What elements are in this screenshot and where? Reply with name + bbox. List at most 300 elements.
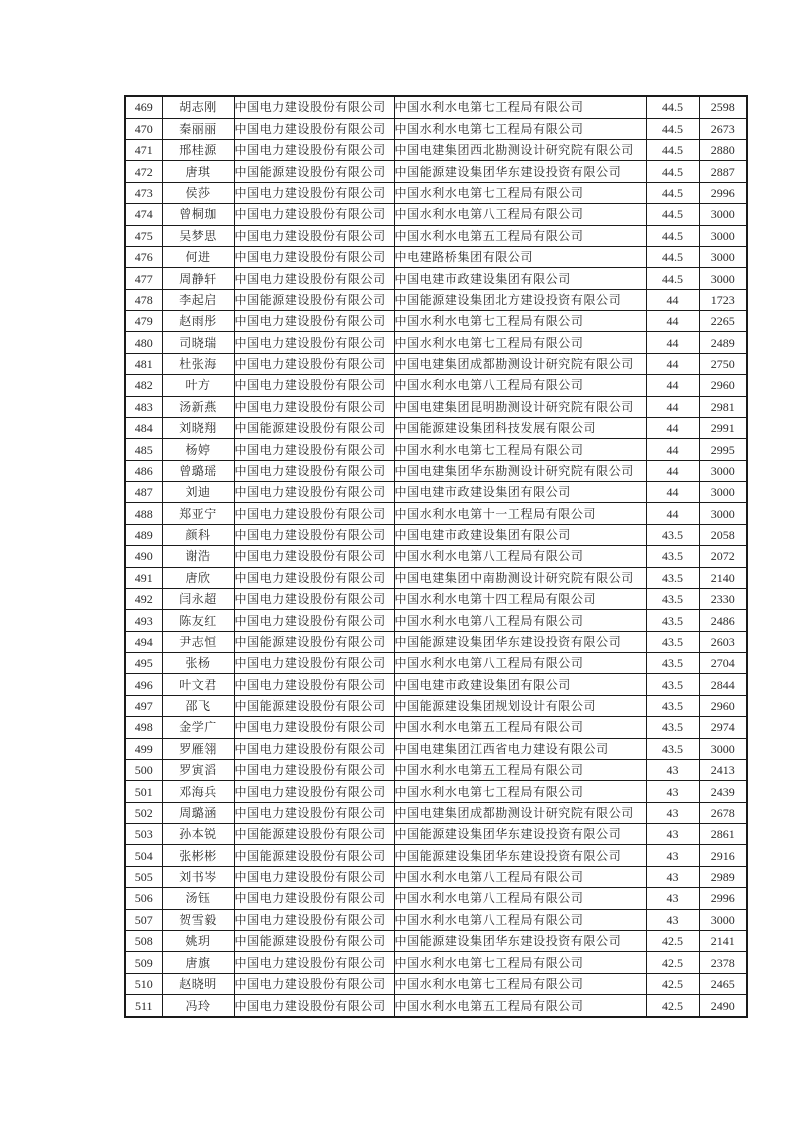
quota-cell: 2991 (699, 417, 747, 438)
unit-cell: 中国水利水电第七工程局有限公司 (394, 118, 646, 139)
table-row (125, 866, 747, 887)
score-cell: 44.5 (646, 96, 699, 118)
score-cell: 42.5 (646, 973, 699, 994)
quota-cell: 2413 (699, 759, 747, 780)
score-cell: 43.5 (646, 738, 699, 759)
company-cell: 中国电力建设股份有限公司 (234, 204, 394, 225)
unit-cell: 中国能源建设集团华东建设投资有限公司 (394, 824, 646, 845)
quota-cell: 2887 (699, 161, 747, 182)
unit-cell: 中国能源建设集团华东建设投资有限公司 (394, 631, 646, 652)
unit-cell: 中国电建集团华东勘测设计研究院有限公司 (394, 460, 646, 481)
name-cell: 何进 (162, 246, 234, 267)
score-cell: 43.5 (646, 695, 699, 716)
name-cell: 叶方 (162, 375, 234, 396)
score-cell: 44 (646, 311, 699, 332)
quota-cell: 1723 (699, 289, 747, 310)
company-cell: 中国能源建设股份有限公司 (234, 845, 394, 866)
name-cell: 冯玲 (162, 995, 234, 1017)
company-cell: 中国电力建设股份有限公司 (234, 353, 394, 374)
quota-cell: 2989 (699, 866, 747, 887)
score-cell: 44.5 (646, 204, 699, 225)
rank-cell: 509 (125, 952, 162, 973)
score-cell: 44 (646, 439, 699, 460)
rank-cell: 502 (125, 802, 162, 823)
quota-cell: 2489 (699, 332, 747, 353)
rank-cell: 507 (125, 909, 162, 930)
table-row (125, 204, 747, 225)
company-cell: 中国能源建设股份有限公司 (234, 417, 394, 438)
score-cell: 44.5 (646, 161, 699, 182)
unit-cell: 中国电建集团江西省电力建设有限公司 (394, 738, 646, 759)
rank-cell: 487 (125, 482, 162, 503)
name-cell: 郑亚宁 (162, 503, 234, 524)
name-cell: 罗雁翎 (162, 738, 234, 759)
unit-cell: 中国电建市政建设集团有限公司 (394, 674, 646, 695)
unit-cell: 中国能源建设集团科技发展有限公司 (394, 417, 646, 438)
quota-cell: 2995 (699, 439, 747, 460)
name-cell: 谢浩 (162, 546, 234, 567)
table-row (125, 588, 747, 609)
name-cell: 曾桐珈 (162, 204, 234, 225)
score-cell: 42.5 (646, 930, 699, 951)
unit-cell: 中国水利水电第五工程局有限公司 (394, 717, 646, 738)
rank-cell: 477 (125, 268, 162, 289)
quota-cell: 2439 (699, 781, 747, 802)
rank-cell: 482 (125, 375, 162, 396)
unit-cell: 中国电建集团成都勘测设计研究院有限公司 (394, 802, 646, 823)
quota-cell: 3000 (699, 204, 747, 225)
rank-cell: 500 (125, 759, 162, 780)
score-cell: 44.5 (646, 268, 699, 289)
score-cell: 44 (646, 460, 699, 481)
table-row (125, 567, 747, 588)
name-cell: 张彬彬 (162, 845, 234, 866)
quota-cell: 2750 (699, 353, 747, 374)
table-row (125, 653, 747, 674)
score-cell: 44 (646, 289, 699, 310)
table-row (125, 824, 747, 845)
company-cell: 中国能源建设股份有限公司 (234, 289, 394, 310)
score-cell: 43 (646, 866, 699, 887)
company-cell: 中国电力建设股份有限公司 (234, 140, 394, 161)
name-cell: 邢桂源 (162, 140, 234, 161)
unit-cell: 中国水利水电第五工程局有限公司 (394, 759, 646, 780)
name-cell: 闫永超 (162, 588, 234, 609)
score-cell: 44.5 (646, 225, 699, 246)
unit-cell: 中国水利水电第七工程局有限公司 (394, 973, 646, 994)
rank-cell: 496 (125, 674, 162, 695)
unit-cell: 中国水利水电第八工程局有限公司 (394, 909, 646, 930)
rank-cell: 488 (125, 503, 162, 524)
name-cell: 杨婷 (162, 439, 234, 460)
rank-cell: 493 (125, 610, 162, 631)
table-row (125, 781, 747, 802)
rank-cell: 499 (125, 738, 162, 759)
table-row (125, 311, 747, 332)
company-cell: 中国电力建设股份有限公司 (234, 460, 394, 481)
score-cell: 44.5 (646, 246, 699, 267)
table-row (125, 610, 747, 631)
rank-cell: 470 (125, 118, 162, 139)
score-cell: 44 (646, 482, 699, 503)
table-row (125, 631, 747, 652)
name-cell: 刘书岑 (162, 866, 234, 887)
name-cell: 唐琪 (162, 161, 234, 182)
company-cell: 中国电力建设股份有限公司 (234, 588, 394, 609)
name-cell: 叶文君 (162, 674, 234, 695)
unit-cell: 中国能源建设集团华东建设投资有限公司 (394, 845, 646, 866)
table-row (125, 225, 747, 246)
name-cell: 曾璐瑶 (162, 460, 234, 481)
company-cell: 中国电力建设股份有限公司 (234, 96, 394, 118)
company-cell: 中国电力建设股份有限公司 (234, 888, 394, 909)
table-row (125, 717, 747, 738)
score-cell: 44.5 (646, 118, 699, 139)
company-cell: 中国电力建设股份有限公司 (234, 439, 394, 460)
score-cell: 43.5 (646, 524, 699, 545)
rank-cell: 486 (125, 460, 162, 481)
unit-cell: 中国电建集团中南勘测设计研究院有限公司 (394, 567, 646, 588)
company-cell: 中国能源建设股份有限公司 (234, 631, 394, 652)
score-cell: 44 (646, 353, 699, 374)
table-row (125, 503, 747, 524)
score-cell: 43 (646, 888, 699, 909)
rank-cell: 485 (125, 439, 162, 460)
company-cell: 中国电力建设股份有限公司 (234, 311, 394, 332)
rank-cell: 469 (125, 96, 162, 118)
quota-cell: 2265 (699, 311, 747, 332)
table-row (125, 396, 747, 417)
table-row (125, 161, 747, 182)
company-cell: 中国电力建设股份有限公司 (234, 995, 394, 1017)
quota-cell: 2072 (699, 546, 747, 567)
company-cell: 中国能源建设股份有限公司 (234, 930, 394, 951)
unit-cell: 中国水利水电第八工程局有限公司 (394, 866, 646, 887)
unit-cell: 中国水利水电第七工程局有限公司 (394, 439, 646, 460)
unit-cell: 中国电建集团成都勘测设计研究院有限公司 (394, 353, 646, 374)
unit-cell: 中国水利水电第七工程局有限公司 (394, 182, 646, 203)
rank-cell: 476 (125, 246, 162, 267)
name-cell: 周静轩 (162, 268, 234, 289)
quota-cell: 3000 (699, 738, 747, 759)
table-row (125, 674, 747, 695)
quota-cell: 2330 (699, 588, 747, 609)
unit-cell: 中国电建集团昆明勘测设计研究院有限公司 (394, 396, 646, 417)
company-cell: 中国电力建设股份有限公司 (234, 546, 394, 567)
name-cell: 陈友红 (162, 610, 234, 631)
quota-cell: 3000 (699, 246, 747, 267)
unit-cell: 中国能源建设集团规划设计有限公司 (394, 695, 646, 716)
name-cell: 邓海兵 (162, 781, 234, 802)
name-cell: 刘迪 (162, 482, 234, 503)
company-cell: 中国能源建设股份有限公司 (234, 824, 394, 845)
unit-cell: 中国水利水电第七工程局有限公司 (394, 952, 646, 973)
rank-cell: 492 (125, 588, 162, 609)
quota-cell: 3000 (699, 460, 747, 481)
rank-cell: 484 (125, 417, 162, 438)
table-row (125, 289, 747, 310)
score-cell: 43.5 (646, 653, 699, 674)
name-cell: 孙本锐 (162, 824, 234, 845)
table-row (125, 268, 747, 289)
name-cell: 汤钰 (162, 888, 234, 909)
table-row (125, 546, 747, 567)
company-cell: 中国电力建设股份有限公司 (234, 524, 394, 545)
quota-cell: 3000 (699, 268, 747, 289)
name-cell: 赵晓明 (162, 973, 234, 994)
unit-cell: 中国电建市政建设集团有限公司 (394, 524, 646, 545)
table-row (125, 995, 747, 1017)
unit-cell: 中国水利水电第七工程局有限公司 (394, 311, 646, 332)
rank-cell: 478 (125, 289, 162, 310)
quota-cell: 2844 (699, 674, 747, 695)
name-cell: 侯莎 (162, 182, 234, 203)
quota-cell: 2378 (699, 952, 747, 973)
table-row (125, 96, 747, 118)
score-cell: 43.5 (646, 717, 699, 738)
score-cell: 44.5 (646, 140, 699, 161)
unit-cell: 中国水利水电第八工程局有限公司 (394, 375, 646, 396)
unit-cell: 中国水利水电第八工程局有限公司 (394, 204, 646, 225)
score-cell: 43 (646, 802, 699, 823)
company-cell: 中国能源建设股份有限公司 (234, 161, 394, 182)
table-row (125, 246, 747, 267)
table-row (125, 118, 747, 139)
company-cell: 中国电力建设股份有限公司 (234, 717, 394, 738)
unit-cell: 中国电建市政建设集团有限公司 (394, 482, 646, 503)
table-row (125, 738, 747, 759)
company-cell: 中国电力建设股份有限公司 (234, 182, 394, 203)
name-cell: 刘晓翔 (162, 417, 234, 438)
rank-cell: 489 (125, 524, 162, 545)
name-cell: 司晓瑞 (162, 332, 234, 353)
quota-cell: 2058 (699, 524, 747, 545)
unit-cell: 中国水利水电第十一工程局有限公司 (394, 503, 646, 524)
table-row (125, 845, 747, 866)
rank-cell: 481 (125, 353, 162, 374)
company-cell: 中国电力建设股份有限公司 (234, 610, 394, 631)
name-cell: 尹志恒 (162, 631, 234, 652)
unit-cell: 中电建路桥集团有限公司 (394, 246, 646, 267)
company-cell: 中国电力建设股份有限公司 (234, 225, 394, 246)
quota-cell: 3000 (699, 482, 747, 503)
rank-cell: 494 (125, 631, 162, 652)
name-cell: 颜科 (162, 524, 234, 545)
company-cell: 中国电力建设股份有限公司 (234, 567, 394, 588)
unit-cell: 中国水利水电第五工程局有限公司 (394, 995, 646, 1017)
table-row (125, 930, 747, 951)
company-cell: 中国电力建设股份有限公司 (234, 952, 394, 973)
table-row (125, 695, 747, 716)
rank-cell: 479 (125, 311, 162, 332)
unit-cell: 中国水利水电第八工程局有限公司 (394, 888, 646, 909)
company-cell: 中国电力建设股份有限公司 (234, 802, 394, 823)
table-row (125, 524, 747, 545)
rank-cell: 480 (125, 332, 162, 353)
unit-cell: 中国水利水电第八工程局有限公司 (394, 610, 646, 631)
score-cell: 43.5 (646, 567, 699, 588)
score-cell: 42.5 (646, 952, 699, 973)
quota-cell: 2880 (699, 140, 747, 161)
quota-cell: 2603 (699, 631, 747, 652)
name-cell: 秦丽丽 (162, 118, 234, 139)
rank-cell: 503 (125, 824, 162, 845)
score-cell: 43.5 (646, 631, 699, 652)
name-cell: 贺雪毅 (162, 909, 234, 930)
quota-cell: 2140 (699, 567, 747, 588)
company-cell: 中国电力建设股份有限公司 (234, 909, 394, 930)
quota-cell: 2598 (699, 96, 747, 118)
unit-cell: 中国水利水电第八工程局有限公司 (394, 653, 646, 674)
score-cell: 43.5 (646, 546, 699, 567)
rank-cell: 491 (125, 567, 162, 588)
table-row (125, 417, 747, 438)
name-cell: 周璐涵 (162, 802, 234, 823)
score-cell: 43 (646, 909, 699, 930)
score-cell: 44 (646, 417, 699, 438)
quota-cell: 3000 (699, 503, 747, 524)
name-cell: 胡志刚 (162, 96, 234, 118)
quota-cell: 2141 (699, 930, 747, 951)
company-cell: 中国电力建设股份有限公司 (234, 396, 394, 417)
name-cell: 杜张海 (162, 353, 234, 374)
name-cell: 赵雨彤 (162, 311, 234, 332)
company-cell: 中国电力建设股份有限公司 (234, 332, 394, 353)
score-cell: 43 (646, 824, 699, 845)
company-cell: 中国电力建设股份有限公司 (234, 781, 394, 802)
score-cell: 44 (646, 375, 699, 396)
table-row (125, 802, 747, 823)
quota-cell: 2490 (699, 995, 747, 1017)
table-row (125, 460, 747, 481)
company-cell: 中国电力建设股份有限公司 (234, 482, 394, 503)
company-cell: 中国能源建设股份有限公司 (234, 695, 394, 716)
name-cell: 张杨 (162, 653, 234, 674)
quota-cell: 2974 (699, 717, 747, 738)
table-row (125, 952, 747, 973)
quota-cell: 2465 (699, 973, 747, 994)
score-cell: 42.5 (646, 995, 699, 1017)
company-cell: 中国电力建设股份有限公司 (234, 973, 394, 994)
rank-cell: 483 (125, 396, 162, 417)
table-row (125, 375, 747, 396)
unit-cell: 中国能源建设集团华东建设投资有限公司 (394, 930, 646, 951)
name-cell: 姚玥 (162, 930, 234, 951)
score-cell: 43 (646, 845, 699, 866)
score-cell: 43.5 (646, 588, 699, 609)
table-row (125, 140, 747, 161)
name-cell: 李起启 (162, 289, 234, 310)
name-cell: 唐欣 (162, 567, 234, 588)
quota-cell: 2673 (699, 118, 747, 139)
table-row (125, 332, 747, 353)
score-cell: 44 (646, 503, 699, 524)
unit-cell: 中国水利水电第七工程局有限公司 (394, 332, 646, 353)
quota-cell: 3000 (699, 909, 747, 930)
company-cell: 中国电力建设股份有限公司 (234, 674, 394, 695)
rank-cell: 504 (125, 845, 162, 866)
quota-cell: 3000 (699, 225, 747, 246)
unit-cell: 中国电建市政建设集团有限公司 (394, 268, 646, 289)
company-cell: 中国电力建设股份有限公司 (234, 503, 394, 524)
rank-cell: 475 (125, 225, 162, 246)
unit-cell: 中国能源建设集团华东建设投资有限公司 (394, 161, 646, 182)
rank-cell: 510 (125, 973, 162, 994)
name-cell: 罗寅滔 (162, 759, 234, 780)
quota-cell: 2486 (699, 610, 747, 631)
unit-cell: 中国水利水电第八工程局有限公司 (394, 546, 646, 567)
name-cell: 吴梦思 (162, 225, 234, 246)
quota-cell: 2916 (699, 845, 747, 866)
rank-cell: 473 (125, 182, 162, 203)
table-row (125, 888, 747, 909)
score-cell: 43.5 (646, 674, 699, 695)
rank-cell: 495 (125, 653, 162, 674)
quota-cell: 2981 (699, 396, 747, 417)
score-cell: 43 (646, 781, 699, 802)
rank-cell: 506 (125, 888, 162, 909)
rank-cell: 501 (125, 781, 162, 802)
name-cell: 邵飞 (162, 695, 234, 716)
table-row (125, 353, 747, 374)
score-cell: 44 (646, 396, 699, 417)
rank-cell: 472 (125, 161, 162, 182)
company-cell: 中国电力建设股份有限公司 (234, 268, 394, 289)
company-cell: 中国电力建设股份有限公司 (234, 759, 394, 780)
unit-cell: 中国能源建设集团北方建设投资有限公司 (394, 289, 646, 310)
ranking-table (124, 95, 748, 1018)
quota-cell: 2704 (699, 653, 747, 674)
rank-cell: 511 (125, 995, 162, 1017)
unit-cell: 中国水利水电第五工程局有限公司 (394, 225, 646, 246)
table-row (125, 482, 747, 503)
unit-cell: 中国水利水电第十四工程局有限公司 (394, 588, 646, 609)
table-row (125, 909, 747, 930)
company-cell: 中国电力建设股份有限公司 (234, 653, 394, 674)
company-cell: 中国电力建设股份有限公司 (234, 866, 394, 887)
rank-cell: 490 (125, 546, 162, 567)
company-cell: 中国电力建设股份有限公司 (234, 246, 394, 267)
table-row (125, 973, 747, 994)
quota-cell: 2678 (699, 802, 747, 823)
name-cell: 唐旗 (162, 952, 234, 973)
score-cell: 43.5 (646, 610, 699, 631)
rank-cell: 497 (125, 695, 162, 716)
rank-cell: 498 (125, 717, 162, 738)
rank-cell: 471 (125, 140, 162, 161)
name-cell: 金学广 (162, 717, 234, 738)
table-body (125, 96, 747, 1017)
score-cell: 44.5 (646, 182, 699, 203)
company-cell: 中国电力建设股份有限公司 (234, 738, 394, 759)
company-cell: 中国电力建设股份有限公司 (234, 118, 394, 139)
table-row (125, 759, 747, 780)
table-row (125, 439, 747, 460)
rank-cell: 474 (125, 204, 162, 225)
quota-cell: 2996 (699, 182, 747, 203)
unit-cell: 中国水利水电第七工程局有限公司 (394, 96, 646, 118)
name-cell: 汤新燕 (162, 396, 234, 417)
table-row (125, 182, 747, 203)
rank-cell: 508 (125, 930, 162, 951)
quota-cell: 2996 (699, 888, 747, 909)
quota-cell: 2960 (699, 695, 747, 716)
score-cell: 43 (646, 759, 699, 780)
quota-cell: 2861 (699, 824, 747, 845)
unit-cell: 中国水利水电第七工程局有限公司 (394, 781, 646, 802)
company-cell: 中国电力建设股份有限公司 (234, 375, 394, 396)
score-cell: 44 (646, 332, 699, 353)
